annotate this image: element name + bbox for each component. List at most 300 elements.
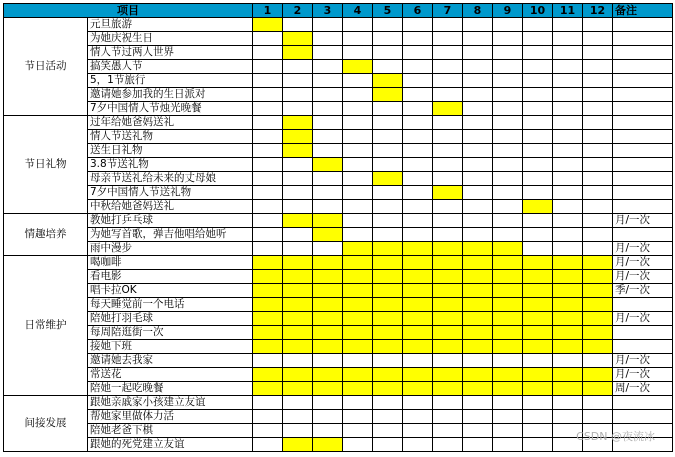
month-cell [553,270,583,284]
month-cell [463,298,493,312]
header-month: 8 [463,4,493,18]
month-cell [373,74,403,88]
month-cell [343,116,373,130]
month-cell [433,256,463,270]
month-cell [583,144,613,158]
month-cell [373,312,403,326]
month-cell [433,284,463,298]
header-month: 6 [403,4,433,18]
month-cell [313,144,343,158]
note-cell [613,340,673,354]
note-cell: 周/一次 [613,382,673,396]
month-cell [403,256,433,270]
month-cell [433,60,463,74]
month-cell [283,158,313,172]
month-cell [313,326,343,340]
month-cell [373,270,403,284]
month-cell [583,214,613,228]
item-cell: 元旦旅游 [88,18,253,32]
month-cell [463,214,493,228]
header-month: 7 [433,4,463,18]
item-cell: 雨中漫步 [88,242,253,256]
month-cell [553,144,583,158]
month-cell [553,228,583,242]
month-cell [583,326,613,340]
month-cell [253,186,283,200]
month-cell [283,172,313,186]
month-cell [583,270,613,284]
month-cell [583,298,613,312]
month-cell [283,32,313,46]
month-cell [403,200,433,214]
table-row [4,284,673,298]
month-cell [313,32,343,46]
month-cell [313,200,343,214]
month-cell [553,396,583,410]
item-cell: 接她下班 [88,340,253,354]
month-cell [493,326,523,340]
month-cell [553,298,583,312]
month-cell [403,382,433,396]
item-cell: 陪她老爸下棋 [88,424,253,438]
month-cell [253,340,283,354]
month-cell [253,228,283,242]
month-cell [553,130,583,144]
month-cell [463,396,493,410]
month-cell [403,424,433,438]
month-cell [493,396,523,410]
month-cell [403,32,433,46]
month-cell [313,242,343,256]
category-cell: 情趣培养 [4,214,88,256]
month-cell [523,74,553,88]
month-cell [253,242,283,256]
table-row [4,312,673,326]
month-cell [493,424,523,438]
header-item: 项目 [4,4,253,18]
month-cell [283,144,313,158]
month-cell [553,410,583,424]
month-cell [523,186,553,200]
month-cell [253,172,283,186]
table-row [4,172,673,186]
month-cell [403,158,433,172]
note-cell: 月/一次 [613,270,673,284]
table-row [4,354,673,368]
month-cell [553,200,583,214]
table-row [4,60,673,74]
category-cell: 日常维护 [4,256,88,396]
month-cell [583,46,613,60]
month-cell [433,424,463,438]
table-row [4,340,673,354]
month-cell [283,438,313,452]
month-cell [313,18,343,32]
table-row [4,158,673,172]
month-cell [523,242,553,256]
month-cell [523,424,553,438]
month-cell [463,410,493,424]
item-cell: 7夕中国情人节烛光晚餐 [88,102,253,116]
month-cell [373,88,403,102]
month-cell [433,130,463,144]
table-row [4,130,673,144]
month-cell [493,284,523,298]
month-cell [403,270,433,284]
month-cell [433,382,463,396]
month-cell [523,354,553,368]
month-cell [313,130,343,144]
note-cell [613,410,673,424]
month-cell [553,340,583,354]
month-cell [583,74,613,88]
month-cell [493,144,523,158]
month-cell [463,382,493,396]
table-row [4,438,673,452]
watermark: CSDN @夜流冰 [576,430,655,443]
month-cell [463,200,493,214]
month-cell [253,32,283,46]
note-cell [613,200,673,214]
month-cell [283,214,313,228]
month-cell [253,326,283,340]
month-cell [403,130,433,144]
month-cell [553,368,583,382]
month-cell [283,186,313,200]
item-cell: 中秋给她爸妈送礼 [88,200,253,214]
month-cell [313,312,343,326]
month-cell [583,200,613,214]
month-cell [523,172,553,186]
month-cell [253,284,283,298]
note-cell [613,158,673,172]
month-cell [373,424,403,438]
month-cell [253,438,283,452]
month-cell [403,242,433,256]
month-cell [313,284,343,298]
month-cell [523,340,553,354]
month-cell [313,60,343,74]
month-cell [583,368,613,382]
month-cell [343,200,373,214]
month-cell [523,396,553,410]
month-cell [463,256,493,270]
note-cell [613,116,673,130]
month-cell [253,396,283,410]
month-cell [343,368,373,382]
month-cell [403,326,433,340]
month-cell [283,298,313,312]
month-cell [583,382,613,396]
month-cell [313,340,343,354]
table-row [4,256,673,270]
month-cell [403,102,433,116]
header-month: 1 [253,4,283,18]
table-row [4,242,673,256]
note-cell [613,326,673,340]
month-cell [403,88,433,102]
table-row [4,298,673,312]
month-cell [283,354,313,368]
month-cell [583,228,613,242]
month-cell [463,60,493,74]
month-cell [553,382,583,396]
month-cell [583,172,613,186]
month-cell [253,46,283,60]
month-cell [463,242,493,256]
month-cell [373,438,403,452]
month-cell [523,102,553,116]
table-row [4,228,673,242]
month-cell [523,18,553,32]
month-cell [553,172,583,186]
month-cell [253,410,283,424]
month-cell [463,144,493,158]
month-cell [583,396,613,410]
month-cell [313,396,343,410]
month-cell [373,102,403,116]
month-cell [313,410,343,424]
month-cell [313,46,343,60]
month-cell [493,312,523,326]
month-cell [493,46,523,60]
category-cell: 节日活动 [4,18,88,116]
month-cell [493,410,523,424]
month-cell [283,270,313,284]
month-cell [403,214,433,228]
month-cell [283,46,313,60]
note-cell: 月/一次 [613,368,673,382]
schedule-table [3,3,673,452]
month-cell [343,284,373,298]
category-cell: 间接发展 [4,396,88,452]
month-cell [493,228,523,242]
month-cell [253,312,283,326]
month-cell [373,116,403,130]
month-cell [373,18,403,32]
month-cell [463,74,493,88]
month-cell [463,88,493,102]
month-cell [343,158,373,172]
item-cell: 邀请她参加我的生日派对 [88,88,253,102]
month-cell [463,368,493,382]
month-cell [463,46,493,60]
month-cell [463,130,493,144]
table-row [4,74,673,88]
month-cell [283,382,313,396]
month-cell [403,396,433,410]
month-cell [463,186,493,200]
item-cell: 为她写首歌，弹吉他唱给她听 [88,228,253,242]
month-cell [373,32,403,46]
month-cell [403,60,433,74]
month-cell [343,256,373,270]
month-cell [253,298,283,312]
month-cell [403,144,433,158]
month-cell [313,354,343,368]
month-cell [253,382,283,396]
month-cell [493,382,523,396]
month-cell [313,270,343,284]
month-cell [253,214,283,228]
table-row [4,18,673,32]
month-cell [493,88,523,102]
month-cell [373,172,403,186]
month-cell [583,88,613,102]
month-cell [343,172,373,186]
note-cell [613,32,673,46]
month-cell [343,326,373,340]
month-cell [463,326,493,340]
item-cell: 陪她一起吃晚餐 [88,382,253,396]
month-cell [403,74,433,88]
month-cell [493,438,523,452]
note-cell [613,102,673,116]
month-cell [343,32,373,46]
item-cell: 搞笑愚人节 [88,60,253,74]
month-cell [253,60,283,74]
month-cell [283,130,313,144]
month-cell [313,438,343,452]
month-cell [403,354,433,368]
month-cell [343,60,373,74]
month-cell [313,256,343,270]
note-cell [613,186,673,200]
month-cell [553,116,583,130]
month-cell [493,116,523,130]
month-cell [523,144,553,158]
month-cell [313,368,343,382]
item-cell: 3.8节送礼物 [88,158,253,172]
month-cell [493,214,523,228]
month-cell [433,186,463,200]
month-cell [313,382,343,396]
month-cell [433,74,463,88]
month-cell [373,382,403,396]
month-cell [403,186,433,200]
item-cell: 过年给她爸妈送礼 [88,116,253,130]
month-cell [343,74,373,88]
month-cell [583,158,613,172]
table-row [4,102,673,116]
month-cell [253,368,283,382]
month-cell [403,116,433,130]
note-cell: 月/一次 [613,312,673,326]
month-cell [523,438,553,452]
month-cell [253,88,283,102]
month-cell [283,284,313,298]
month-cell [283,326,313,340]
table-row [4,214,673,228]
month-cell [553,256,583,270]
month-cell [403,46,433,60]
note-cell [613,60,673,74]
item-cell: 跟她的死党建立友谊 [88,438,253,452]
month-cell [463,424,493,438]
note-cell [613,228,673,242]
month-cell [463,228,493,242]
schedule-sheet [3,3,673,452]
month-cell [283,74,313,88]
month-cell [433,116,463,130]
month-cell [343,424,373,438]
month-cell [373,368,403,382]
month-cell [463,312,493,326]
note-cell [613,298,673,312]
month-cell [283,312,313,326]
month-cell [313,116,343,130]
header-month: 4 [343,4,373,18]
month-cell [523,382,553,396]
month-cell [523,284,553,298]
month-cell [553,102,583,116]
table-row [4,410,673,424]
month-cell [583,60,613,74]
header-month: 5 [373,4,403,18]
month-cell [463,116,493,130]
month-cell [433,88,463,102]
month-cell [493,74,523,88]
month-cell [433,368,463,382]
header-month: 11 [553,4,583,18]
table-row [4,382,673,396]
month-cell [403,438,433,452]
month-cell [283,424,313,438]
header-month: 10 [523,4,553,18]
month-cell [553,88,583,102]
month-cell [343,102,373,116]
item-cell: 5，1节旅行 [88,74,253,88]
header-month: 2 [283,4,313,18]
month-cell [313,424,343,438]
month-cell [433,46,463,60]
month-cell [373,340,403,354]
month-cell [343,396,373,410]
month-cell [433,396,463,410]
table-row [4,144,673,158]
month-cell [463,172,493,186]
month-cell [373,410,403,424]
item-cell: 每天睡觉前一个电话 [88,298,253,312]
month-cell [433,200,463,214]
note-cell [613,74,673,88]
header-note: 备注 [613,4,673,18]
month-cell [493,60,523,74]
table-row [4,396,673,410]
month-cell [463,158,493,172]
item-cell: 为她庆祝生日 [88,32,253,46]
item-cell: 教她打乒乓球 [88,214,253,228]
month-cell [433,144,463,158]
month-cell [253,116,283,130]
month-cell [403,410,433,424]
month-cell [373,326,403,340]
month-cell [253,102,283,116]
month-cell [343,340,373,354]
month-cell [523,32,553,46]
month-cell [583,340,613,354]
month-cell [523,116,553,130]
month-cell [253,270,283,284]
month-cell [463,340,493,354]
month-cell [433,172,463,186]
item-cell: 母亲节送礼给未来的丈母娘 [88,172,253,186]
month-cell [373,200,403,214]
table-row [4,88,673,102]
month-cell [343,438,373,452]
month-cell [373,186,403,200]
month-cell [373,46,403,60]
